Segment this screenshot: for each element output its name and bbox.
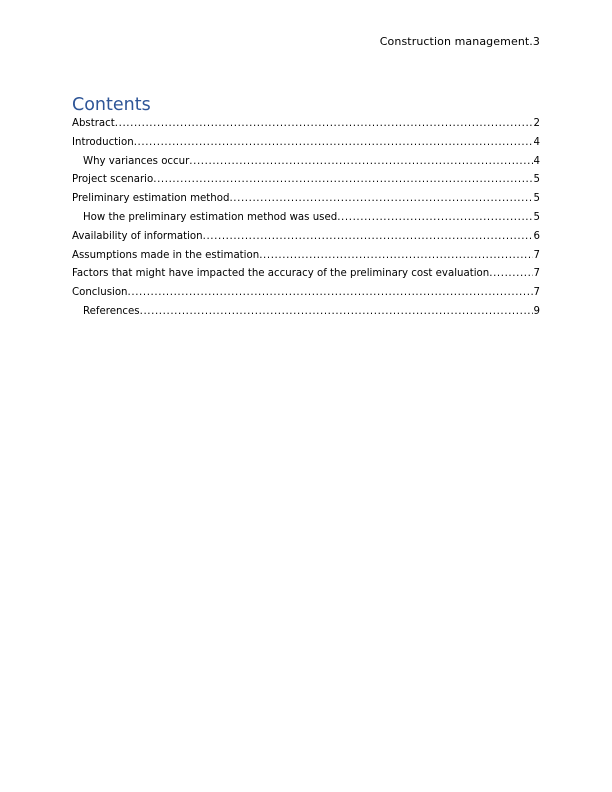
toc-entry-title: References [83, 305, 140, 317]
toc-entry[interactable] [72, 115, 540, 134]
toc-entry-title: Why variances occur [83, 155, 190, 167]
toc-entry-title: Abstract [72, 118, 115, 129]
toc-page-number: 5 [533, 193, 540, 205]
toc-entry[interactable] [72, 171, 540, 190]
toc-dot-leader [189, 153, 532, 172]
toc-page-number: 5 [533, 174, 540, 186]
toc-page-number: 6 [533, 230, 540, 242]
toc-entry-title: Preliminary estimation method [72, 193, 230, 205]
toc-dot-leader [153, 171, 532, 190]
table-of-contents [72, 115, 540, 322]
toc-page-number: 9 [533, 305, 540, 317]
toc-entry[interactable] [72, 228, 540, 247]
toc-dot-leader [134, 134, 533, 153]
toc-subentry[interactable] [72, 153, 540, 172]
toc-dot-leader [259, 247, 532, 266]
toc-entry-title: Introduction [72, 136, 134, 148]
toc-entry[interactable] [72, 134, 540, 153]
toc-entry[interactable] [72, 247, 540, 266]
toc-page-number: 7 [533, 249, 540, 261]
toc-dot-leader [203, 228, 533, 247]
toc-entry-title: Conclusion [72, 287, 128, 299]
toc-dot-leader [229, 190, 532, 209]
toc-entry[interactable] [72, 265, 540, 284]
toc-entry-title: Assumptions made in the estimation [72, 249, 260, 261]
toc-dot-leader [115, 115, 533, 134]
toc-page-number: 7 [533, 287, 540, 299]
toc-dot-leader [140, 303, 533, 322]
toc-page-number: 7 [533, 268, 540, 280]
toc-entry[interactable] [72, 284, 540, 303]
toc-entry-title: How the preliminary estimation method was used [83, 211, 338, 223]
toc-page-number: 5 [533, 211, 540, 223]
toc-dot-leader [337, 209, 532, 228]
toc-subentry[interactable] [72, 209, 540, 228]
toc-subentry[interactable] [72, 303, 540, 322]
toc-dot-leader [489, 265, 532, 284]
toc-page-number: 4 [533, 136, 540, 148]
toc-page-number: 4 [533, 155, 540, 167]
running-header: Construction management.3 [379, 35, 540, 48]
toc-entry-title: Factors that might have impacted the accuracy of the preliminary cost evaluation [72, 268, 490, 280]
toc-entry-title: Availability of information [72, 230, 203, 242]
toc-page-number: 2 [533, 118, 540, 129]
toc-heading: Contents [72, 95, 151, 115]
toc-dot-leader [128, 284, 533, 303]
toc-entry[interactable] [72, 190, 540, 209]
toc-entry-title: Project scenario [72, 174, 154, 186]
